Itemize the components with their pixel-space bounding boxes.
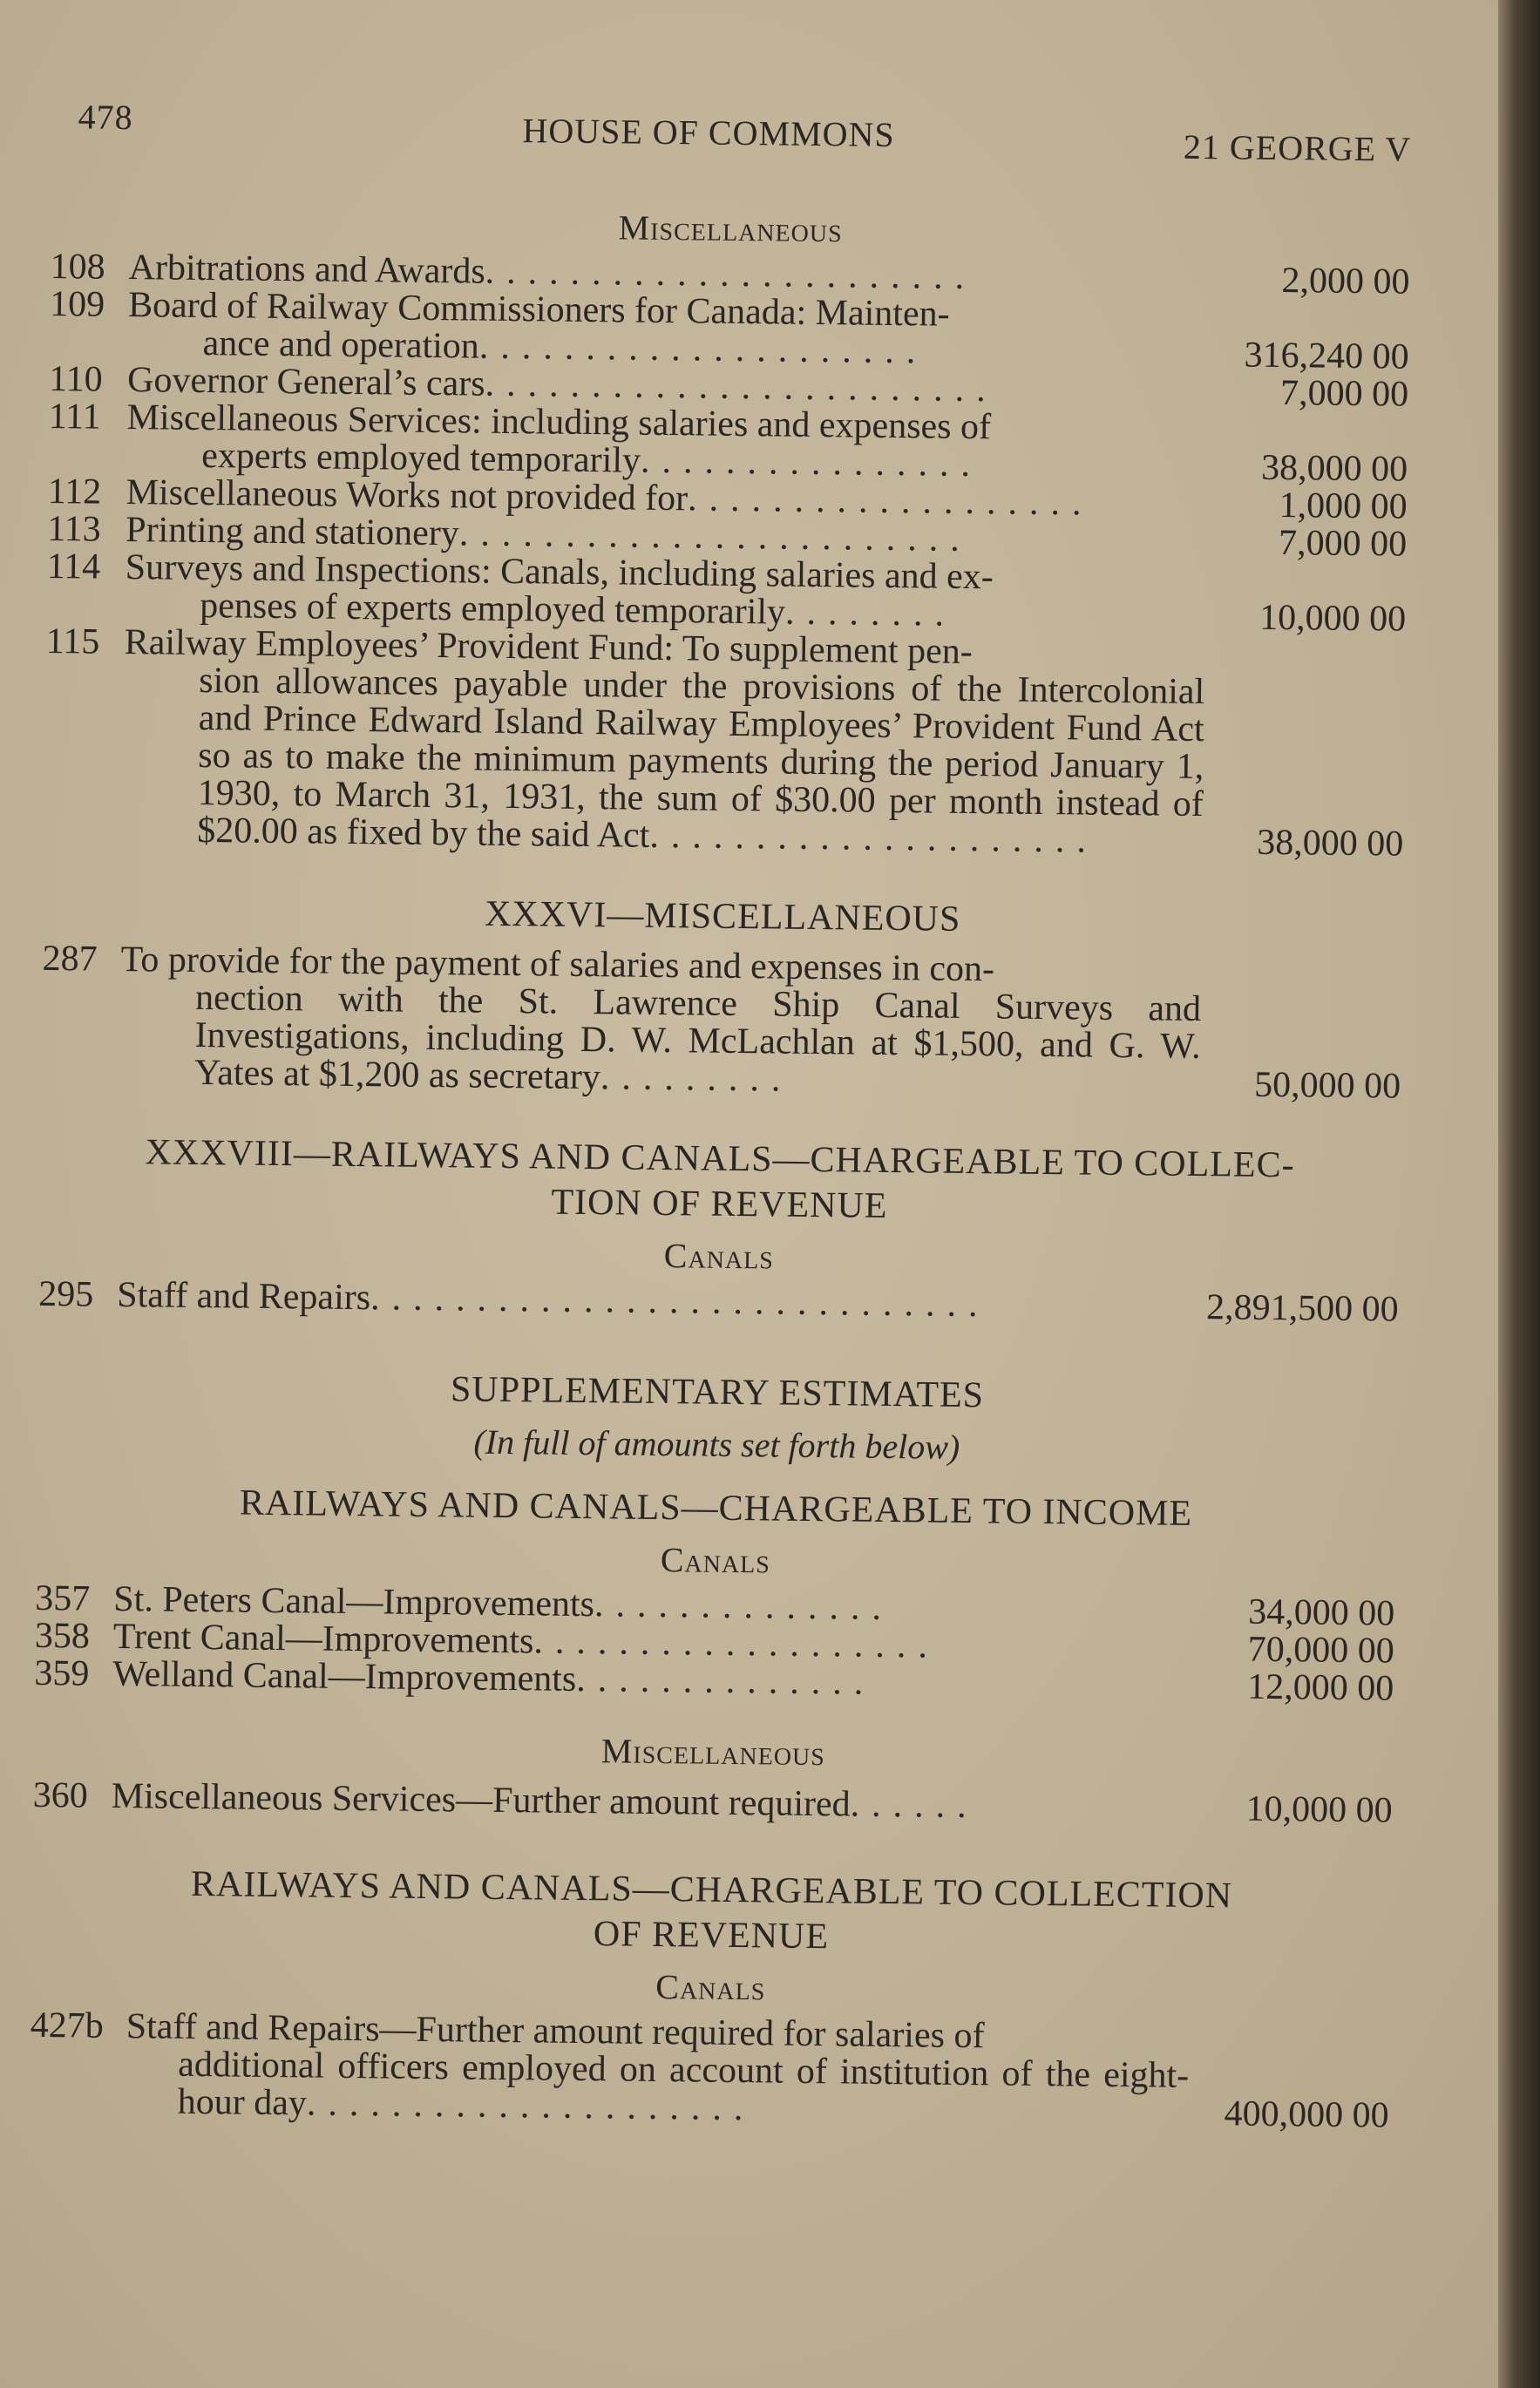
page-content (30, 87, 1412, 2135)
subheading-canals: Canals (655, 1966, 766, 2008)
section-heading-income: RAILWAYS AND CANALS—CHARGEABLE TO INCOME (239, 1482, 1193, 1534)
item-number: 112 (47, 471, 102, 512)
item-amount: 2,000 00 (1281, 261, 1410, 302)
item-description: Staff and Repairs............................. (117, 1274, 990, 1326)
item-amount: 10,000 00 (1245, 1788, 1393, 1831)
section-heading-miscellaneous: Miscellaneous (618, 207, 843, 250)
item-amount: 7,000 00 (1279, 373, 1409, 415)
item-amount: 2,891,500 00 (1205, 1287, 1399, 1330)
item-number: 427b (30, 2005, 105, 2046)
item-description: Board of Railway Commissioners for Canada: Mainten- ance and operation..................... (127, 285, 950, 372)
item-description: Surveys and Inspections: Canals, including salaries and ex- penses of experts employed temporarily........ (125, 546, 994, 634)
item-amount: 70,000 00 (1247, 1629, 1395, 1672)
page-number: 478 (78, 97, 133, 138)
item-amount: 34,000 00 (1247, 1591, 1395, 1634)
item-description: Staff and Repairs—Further amount required for salaries of additional officers employed on account of institution of the eight-hour day..................... (126, 2006, 1190, 2129)
item-amount: 316,240 00 (1244, 335, 1409, 377)
item-description: Arbitrations and Awards....................... (128, 248, 977, 298)
item-amount: 1,000 00 (1279, 485, 1408, 527)
item-number: 113 (46, 508, 101, 550)
item-number: 111 (48, 396, 101, 438)
item-number: 114 (46, 546, 101, 587)
section-heading-collection (31, 1860, 1392, 1966)
item-number: 287 (42, 938, 98, 980)
item-number: 110 (48, 358, 103, 400)
heading-line-2: TION OF REVENUE (551, 1182, 888, 1226)
running-right: 21 GEORGE V (1183, 126, 1412, 169)
item-description: St. Peters Canal—Improvements.............. (113, 1578, 894, 1629)
supplementary-note: (In full of amounts set forth below) (473, 1421, 960, 1467)
heading-line-1: XXXVIII—RAILWAYS AND CANALS—CHARGEABLE TO COLLEC- (145, 1132, 1295, 1186)
running-header (51, 87, 1412, 199)
estimate-item (41, 940, 1402, 1106)
item-number: 109 (49, 283, 105, 325)
item-number: 359 (34, 1652, 90, 1694)
item-amount: 50,000 00 (1253, 1064, 1401, 1107)
section-heading-xxxvi: XXXVI—MISCELLANEOUS (484, 893, 961, 940)
section-heading-miscellaneous: Miscellaneous (600, 1731, 826, 1774)
item-amount: 400,000 00 (1224, 2093, 1389, 2136)
item-description: Miscellaneous Services: including salaries and expenses of experts employed temporarily................ (126, 397, 992, 485)
heading-line-1: RAILWAYS AND CANALS—CHARGEABLE TO COLLECTION (190, 1863, 1233, 1917)
item-amount: 7,000 00 (1278, 522, 1408, 565)
item-description: Governor General’s cars........................ (126, 360, 998, 410)
item-description: Railway Employees’ Provident Fund: To supplement pen- sion allowances payable under the provisions of the Intercolonial and Prince Edward Island Railway Employees’ Provident Fund Act so as to make the minimum payments during the period January 1, 1930, to March 31, 1931, the sum of $30.00 per month instead of $20.00 as fixed by the said Act..................... (124, 621, 1205, 861)
subheading-canals: Canals (660, 1540, 771, 1581)
item-description: To provide for the payment of salaries and expenses in con- nection with the St. Lawrence Ship Canal Surveys and Investigations, including D. W. McLachlan at $1,500, and G. W. Yates at $1,200 as secretary......... (120, 939, 1202, 1100)
supplementary-estimates-heading: SUPPLEMENTARY ESTIMATES (450, 1369, 985, 1416)
estimate-item (32, 1774, 1393, 1831)
running-title: HOUSE OF COMMONS (522, 111, 895, 154)
book-spine-shadow (1498, 0, 1540, 2388)
item-amount: 38,000 00 (1260, 447, 1408, 490)
item-amount: 12,000 00 (1247, 1666, 1394, 1709)
item-number: 358 (34, 1615, 91, 1657)
section-heading-xxxviii (39, 1129, 1400, 1235)
item-description: Miscellaneous Works not provided for................... (126, 471, 1094, 524)
item-number: 357 (35, 1577, 91, 1619)
estimate-item (30, 2007, 1390, 2135)
item-description: Miscellaneous Services—Further amount required...... (111, 1775, 979, 1827)
item-number: 295 (38, 1273, 94, 1315)
item-amount: 10,000 00 (1258, 597, 1407, 640)
heading-line-2: OF REVENUE (593, 1914, 830, 1957)
estimate-item (38, 1273, 1399, 1330)
item-number: 108 (50, 246, 105, 288)
item-description: Trent Canal—Improvements................... (112, 1616, 940, 1666)
item-description: Welland Canal—Improvements.............. (112, 1653, 876, 1703)
item-description: Printing and stationery........................ (125, 509, 973, 560)
item-number: 115 (45, 621, 100, 662)
estimate-item (44, 623, 1406, 864)
item-number: 360 (32, 1774, 89, 1816)
subheading-canals: Canals (663, 1236, 775, 1277)
item-amount: 38,000 00 (1256, 822, 1404, 865)
